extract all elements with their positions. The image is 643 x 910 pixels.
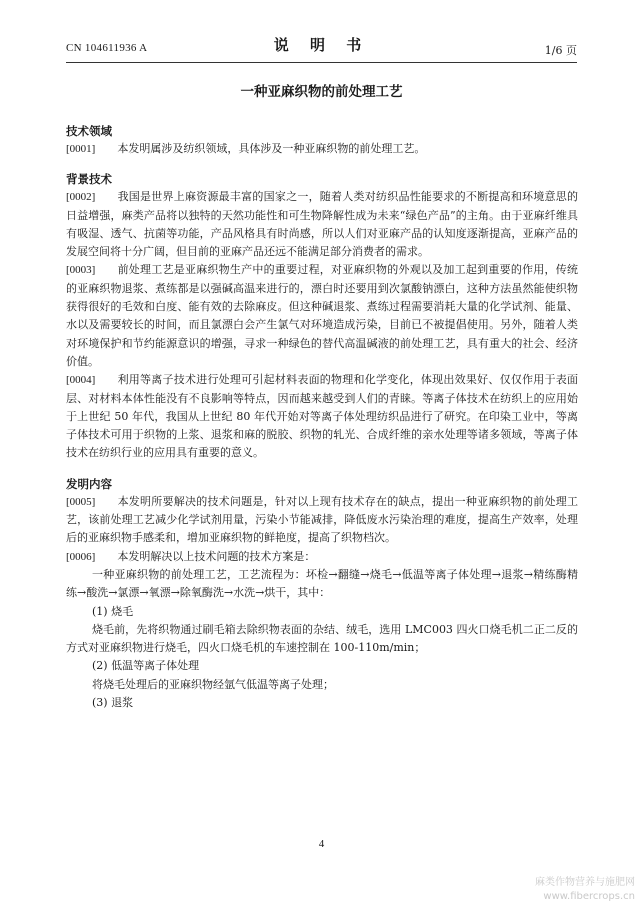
paragraph-0003 — [66, 261, 578, 371]
document-body — [66, 122, 578, 712]
paragraph-0001 — [66, 140, 578, 158]
page-indicator: 1/6 页 — [544, 44, 577, 57]
paragraph-number: [0004] — [66, 374, 96, 387]
paragraph-text: 本发明所要解决的技术问题是，针对以上现有技术存在的缺点，提出一种亚麻织物的前处理工艺，该前处理工艺减少化学试剂用量，污染小节能减排，降低废水污染治理的难度，提高生产效率，处理后的亚麻织物手感柔和，增加亚麻织物的鲜艳度，提高了织物档次。 — [66, 494, 578, 545]
step-1-label: (1) 烧毛 — [92, 604, 134, 618]
section-heading-field: 技术领域 — [66, 124, 112, 138]
document-title: 一种亚麻织物的前处理工艺 — [240, 84, 403, 100]
paragraph-number: [0006] — [66, 550, 96, 563]
step-2-text: 将烧毛处理后的亚麻织物经氩气低温等离子处理； — [92, 677, 334, 691]
section-heading-background: 背景技术 — [66, 172, 112, 187]
paragraph-text: 利用等离子技术进行处理可引起材料表面的物理和化学变化，体现出效果好、仅仅作用于表面层、对材料本体性能没有不良影响等特点，因而越来越受到人们的青睐。等离子体技术在纺织上的应用始于上世纪 50 年代，我国从上世纪 80 年代开始对等离子体处理纺织品进行了研究。在印染工业中，等离子体技术可用于织物的上浆、退浆和麻的脱胶、织物的轧光、合成纤维的亲水处理等诸多领域，等离子体技术在纺织行业的应用具有重要的意义。 — [66, 373, 578, 460]
step-3-label: (3) 退浆 — [92, 696, 134, 710]
process-flow-text: 一种亚麻织物的前处理工艺，工艺流程为：坏检→翻缝→烧毛→低温等离子体处理→退浆→精练酶精练→酸洗→氯漂→氧漂→除氧酶洗→水洗→烘干，其中： — [66, 567, 578, 600]
paragraph-text: 本发明解决以上技术问题的技术方案是： — [117, 549, 316, 563]
paragraph-text: 本发明属涉及纺织领域，具体涉及一种亚麻织物的前处理工艺。 — [117, 142, 426, 155]
section-heading-summary: 发明内容 — [66, 476, 112, 491]
paragraph-number: [0005] — [66, 495, 96, 508]
watermark-url: www.fibercrops.cn — [543, 891, 635, 902]
paragraph-0004 — [66, 371, 578, 462]
patent-number: CN 104611936 A — [66, 42, 148, 54]
paragraph-number: [0002] — [66, 191, 96, 204]
step-1-text: 烧毛前，先将织物通过刷毛箱去除织物表面的杂结、绒毛，选用 LMC003 四火口烧毛机二正二反的方式对亚麻织物进行烧毛，四火口烧毛机的车速控制在 100-110m/min； — [66, 622, 578, 655]
paragraph-number: [0003] — [66, 264, 96, 277]
paragraph-0002 — [66, 188, 578, 261]
paragraph-text: 我国是世界上麻资源最丰富的国家之一，随着人类对纺织品性能要求的不断提高和环境意思的日益增强，麻类产品将以独特的天然功能性和可生物降解性成为未来“绿色产品”的主角。由于亚麻纤维具有吸湿、透气、抗菌等功能，产品风格具有时尚感，所以人们对亚麻产品的认知度逐渐提高，亚麻产品的发展空间将十分广阔，但目前的亚麻产品还远不能满足部分消费者的需求。 — [66, 190, 578, 259]
paragraph-text: 前处理工艺是亚麻织物生产中的重要过程，对亚麻织物的外观以及加工起到重要的作用，传统的亚麻织物退浆、煮练都是以强碱高温来进行的，漂白时还要用到次氯酸钠漂白，这种方法虽然能使织物获得很好的毛效和白度、能有效的去除麻皮。但这种碱退浆、煮练过程需要消耗大量的化学试剂、能量、水以及需要较长的时间，而且氯漂白会产生氯气对环境造成污染，目前已不被提倡使用。另外，随着人类对环境保护和节约能源意识的增强，寻求一种绿色的替代高温碱液的前处理工艺，具有重大的社会、经济价值。 — [66, 263, 578, 368]
paragraph-0006 — [66, 548, 578, 566]
page-number: 4 — [318, 838, 325, 850]
paragraph-0005 — [66, 493, 578, 548]
watermark-site-name: 麻类作物营养与施肥网 — [535, 877, 635, 888]
step-2-label: (2) 低温等离子体处理 — [92, 659, 200, 673]
paragraph-number: [0001] — [66, 143, 96, 155]
page-header — [66, 34, 577, 63]
document-type: 说 明 书 — [273, 36, 370, 54]
watermark — [535, 876, 635, 904]
